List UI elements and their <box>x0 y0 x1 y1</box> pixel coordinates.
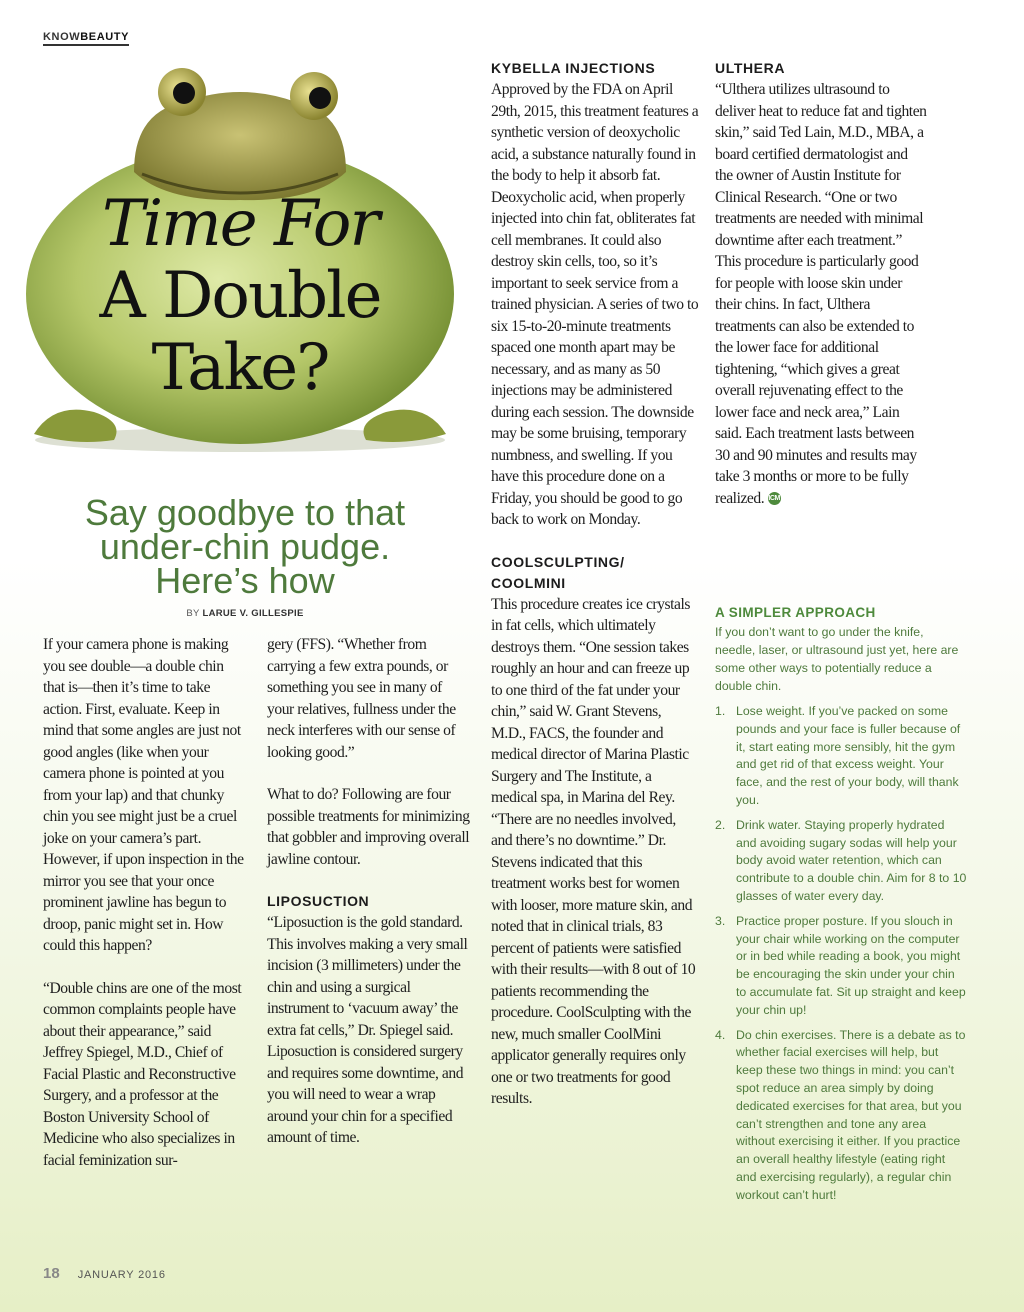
body-column-4 <box>715 58 927 509</box>
list-item-text: Lose weight. If you’ve packed on some pounds and your face is fuller because of it, start eating more sensibly, hit the gym and get rid of that excess weight. Your face, and the rest of your body, will thank you. <box>736 704 961 807</box>
headline-line-2: A Double <box>99 259 381 333</box>
section-tag <box>43 31 129 46</box>
sidebar-heading: A SIMPLER APPROACH <box>715 605 876 620</box>
list-item <box>715 913 967 1020</box>
paragraph-what-to-do: What to do? Following are four possible treatments for minimizing that gobbler and improving overall jawline contour. <box>267 786 470 868</box>
heading-coolsculpting <box>491 552 699 594</box>
paragraph-spiegel-quote: “Double chins are one of the most common complaints people have about their appearance,” said Jeffrey Spiegel, M.D., Chief of Facial Plastic and Reconstructive Surgery, and a professor at the Boston University School of Medicine who also specializes in facial feminization sur- <box>43 979 242 1169</box>
headline-line-3: Take? <box>151 331 329 405</box>
body-column-2 <box>267 634 472 1149</box>
page-number: 18 <box>43 1265 60 1282</box>
list-item-number: 1. <box>715 704 726 718</box>
byline-author: LARUE V. GILLESPIE <box>202 608 304 619</box>
end-mark-icon: ICM <box>768 492 781 505</box>
frog-right-foot <box>364 410 447 442</box>
paragraph-liposuction: “Liposuction is the gold standard. This involves making a very small incision (3 millimeters) under the chin and using a surgical instrument to ‘vacuum away’ the extra fat cells,” Dr. Spiegel said. Liposuction is considered surgery and requires some downtime, and you will need to wear a wrap around your chin for a specified amount of time. <box>267 914 468 1146</box>
heading-kybella: KYBELLA INJECTIONS <box>491 60 656 76</box>
heading-coolsculpting-line-1: COOLSCULPTING/ <box>491 553 625 570</box>
frog-left-foot <box>34 410 117 442</box>
paragraph-intro: If your camera phone is making you see double—a double chin that is—then it’s time to take action. First, evaluate. Keep in mind that some angles are just not good angles (like when your camera phone is pointed at you from your lap) and that chunky chin you see might just be a cruel joke on your camera’s part. However, if upon inspection in the mirror you see that your once prominent jawline has begun to droop, panic might set in. How could this happen? <box>43 636 244 954</box>
heading-coolsculpting-line-2: COOLMINI <box>491 574 566 591</box>
list-item-text: Practice proper posture. If you slouch in your chair while working on the computer or in bed while reading a book, you might be encouraging the skin under your chin to accumulate fat. Sit up straight and keep your chin up! <box>736 913 966 1017</box>
list-item <box>715 703 967 810</box>
subheadline-line-2: under-chin pudge. <box>99 526 391 567</box>
headline-line-1: Time For <box>101 187 379 261</box>
issue-date: JANUARY 2016 <box>77 1269 166 1281</box>
byline-prefix: BY <box>186 608 200 619</box>
sidebar-simpler-approach <box>715 604 967 1205</box>
paragraph-coolsculpting: This procedure creates ice crystals in fat cells, which ultimately destroys them. “One session takes roughly an hour and can freeze up to one third of the fat under your chin,” said W. Grant Stevens, M.D., FACS, the founder and medical director of Marina Plastic Surgery and The Institute, a medical spa, in Marina del Rey. “There are no needles involved, and there’s no downtime.” Dr. Stevens indicated that this treatment works best for women with looser, more mature skin, and noted that in clinical trials, 83 percent of patients were satisfied with their results—with 8 out of 10 patients recommending the procedure. CoolSculpting with the new, much smaller CoolMini applicator generally requires only one or two treatments for good results. <box>491 595 696 1107</box>
subheadline <box>40 492 450 601</box>
heading-liposuction: LIPOSUCTION <box>267 893 370 909</box>
byline <box>40 608 450 619</box>
subheadline-line-1: Say goodbye to that <box>84 492 406 533</box>
list-item-text: Drink water. Staying properly hydrated and avoiding sugary sodas will help your body avoid water retention, which can contribute to a double chin. Aim for 8 to 10 glasses of water every day. <box>736 817 967 903</box>
section-tag-know: KNOW <box>43 31 81 43</box>
sidebar-list <box>715 703 967 1205</box>
body-column-3 <box>491 58 699 1110</box>
sidebar-intro: If you don’t want to go under the knife, needle, laser, or ultrasound just yet, here are some other ways to potentially reduce a double chin. <box>715 625 959 693</box>
frog-left-pupil <box>173 82 195 104</box>
paragraph-ulthera-text: “Ulthera utilizes ultrasound to deliver heat to reduce fat and tighten skin,” said Ted Lain, M.D., MBA, a board certified dermatologist and the owner of Austin Institute for Clinical Research. “One or two treatments are needed with minimal downtime after each treatment.” This procedure is particularly good for people with loose skin under their chins. In fact, Ulthera treatments can also be extended to the lower face for additional tightening, “which gives a great overall rejuvenating effect to the lower face and neck area,” Lain said. Each treatment lasts between 30 and 90 minutes and results may take 3 months or more to be fully realized. <box>715 81 927 507</box>
heading-ulthera: ULTHERA <box>715 60 786 76</box>
section-tag-beauty: BEAUTY <box>80 31 130 43</box>
paragraph-spiegel-continued: gery (FFS). “Whether from carrying a few extra pounds, or something you see in many of your relatives, fullness under the neck interferes with our sense of looking good.” <box>267 636 456 761</box>
subheadline-line-3: Here’s how <box>155 560 335 601</box>
paragraph-ulthera <box>715 79 927 509</box>
frog-right-pupil <box>309 87 331 109</box>
list-item-text: Do chin exercises. There is a debate as to whether facial exercises will help, but keep these two things in mind: you can’t spot reduce an area simply by doing dedicated exercises for that area, but you can’t strengthen and tone any area without exercising it either. If you practice an overall healthy lifestyle (eating right and exercising regularly), a regular chin workout can’t hurt! <box>736 1027 966 1202</box>
headline <box>40 188 440 404</box>
list-item-number: 2. <box>715 817 726 832</box>
list-item <box>715 817 967 906</box>
list-item <box>715 1027 967 1205</box>
list-item-number: 3. <box>715 913 726 928</box>
list-item-number: 4. <box>715 1027 726 1042</box>
page-footer <box>43 1265 166 1282</box>
paragraph-kybella: Approved by the FDA on April 29th, 2015, this treatment features a synthetic version of deoxycholic acid, a substance naturally found in the body to help it absorb fat. Deoxycholic acid, when properly injected into chin fat, obliterates fat cell membranes. It could also destroy skin cells, too, so it’s important to seek service from a trained physician. A series of two to six 15-to-20-minute treatments spaced one month apart may be necessary, and as many as 50 injections may be administered during each session. The downside may be some bruising, temporary numbness, and swelling. If you have this procedure done on a Friday, you should be good to go back to work on Monday. <box>491 81 699 528</box>
body-column-1 <box>43 634 248 1171</box>
